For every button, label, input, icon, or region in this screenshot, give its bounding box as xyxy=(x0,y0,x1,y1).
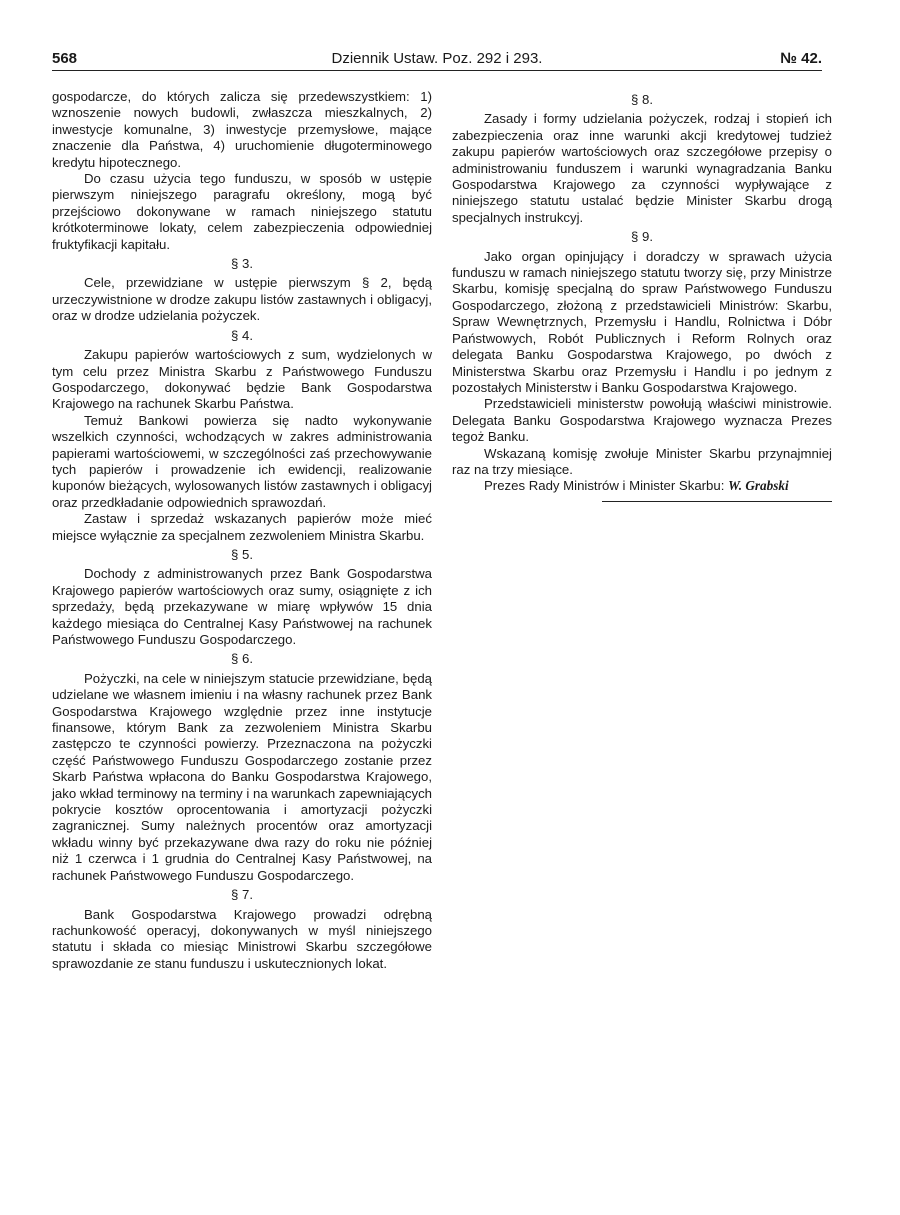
section-3-heading: § 3. xyxy=(231,256,253,272)
section-5-text: Dochody z administrowanych przez Bank Gospodarstwa Krajowego papierów wartościowych oraz sumy, osiągnięte z ich sprzedaży, będą przekazywane w miarę wpływów 15 dnia każdego miesiąca do Centralnej Kasy Państwowej na rachunek Państwowego Funduszu Gospodarczego. xyxy=(52,566,432,647)
section-7-text: Bank Gospodarstwa Krajowego prowadzi odrębną rachunkowość operacyj, dokonywanych w myśl niniejszego statutu i składa co miesiąc Ministrowi Skarbu szczegółowe sprawozdanie ze stanu funduszu i uskutecznionych lokat. xyxy=(52,906,432,971)
usage-paragraph: Do czasu użycia tego funduszu, w sposób w ustępie pierwszym niniejszego paragrafu określony, mogą być przejściowo dokonywane w ramach niniejszego statutu krótkoterminowe lokaty, celem zabezpieczenia odpowiedniej fruktyfikacji kapitału. xyxy=(52,171,432,252)
header-rule xyxy=(52,70,822,71)
issue-number: № 42. xyxy=(780,50,822,67)
section-4-paragraph-3: Zastaw i sprzedaż wskazanych papierów może mieć miejsce wyłącznie za specjalnem zezwoleniem Ministra Skarbu. xyxy=(52,511,432,543)
section-9-paragraph-3: Wskazaną komisję zwołuje Minister Skarbu przynajmniej raz na trzy miesiące. xyxy=(452,445,832,477)
continuation-paragraph: gospodarcze, do których zalicza się przedewszystkiem: 1) wznoszenie nowych budowli, zwłaszcza mieszkalnych, 2) inwestycje komunalne, 3) inwestycje przemysłowe, mające znaczenie dla Państwa, 4) uruchomienie długoterminowego kredytu hipotecznego. xyxy=(52,89,432,170)
page-number: 568 xyxy=(52,50,78,67)
section-6-text: Pożyczki, na cele w niniejszym statucie przewidziane, będą udzielane we własnem imieniu i na własny rachunek przez Bank Gospodarstwa Krajowego względnie przez inne instytucje finansowe, którym Bank za zezwoleniem Ministra Skarbu zastępczo te czynności powierzy. Przeznaczona na pożyczki część Państwowego Funduszu Gospodarczego zostanie przez Skarb Państwa wpłacona do Banku Gospodarstwa Krajowego, jako wkład terminowy na terminy i na warunkach zapewniających pokrycie kosztów oprocentowania i amortyzacji pożyczki zagranicznej. Sumy należnych procentów oraz amortyzacji wkładu winny być przekazywane dwa razy do roku nie później niż 1 czerwca i 1 grudnia do Centralnej Kasy Państwowej, na rachunek Państwowego Funduszu Gospodarczego. xyxy=(52,670,432,883)
section-8-heading: § 8. xyxy=(631,92,653,107)
section-9-paragraph-1: Jako organ opinjujący i doradczy w sprawach użycia funduszu w ramach niniejszego statutu tworzy się, przy Ministrze Skarbu, komisję specjalną do spraw Państwowego Funduszu Gospodarczego, złożoną z przedstawicieli Ministrów: Skarbu, Spraw Wewnętrznych, Przemysłu i Handlu, Rolnictwa i Dóbr Państwowych, Robót Publicznych i Reform Rolnych oraz delegata Banku Gospodarstwa Krajowego, po dwóch z Ministerstwa Skarbu oraz Przemysłu i Handlu i po jednym z pozostałych Ministerstw i Banku Gospodarstwa Krajowego. xyxy=(452,248,832,395)
signature-line xyxy=(452,478,832,494)
journal-title: Dziennik Ustaw. Poz. 292 i 293. xyxy=(331,50,543,67)
section-4-heading: § 4. xyxy=(231,327,253,343)
section-4-paragraph-1: Zakupu papierów wartościowych z sum, wydzielonych w tym celu przez Ministra Skarbu z Państwowego Funduszu Gospodarczego, dokonywać będzie Bank Gospodarstwa Krajowego na rachunek Skarbu Państwa. xyxy=(52,347,432,412)
left-column xyxy=(52,89,432,972)
section-8-text: Zasady i formy udzielania pożyczek, rodzaj i stopień ich zabezpieczenia oraz inne warunki akcji kredytowej tudzież zakupu papierów wartościowych oraz szczegółowe przepisy o administrowaniu funduszem i warunki wynagradzania Banku Gospodarstwa Krajowego za czynności wypływające z niniejszego statutu ustalać będzie Minister Skarbu drogą specjalnych instrukcyj. xyxy=(452,111,832,225)
section-4-paragraph-2: Temuż Bankowi powierza się nadto wykonywanie wszelkich czynności, wchodzących w zakres administrowania papierami wartościowemi, w szczególności zaś przechowywanie tych papierów i prowadzenie ich ewidencji, realizowanie kuponów bieżących, wylosowanych listów zastawnych i obligacyj oraz przedkładanie odpowiednich sprawozdań. xyxy=(52,412,432,510)
right-column xyxy=(452,89,832,502)
section-9-paragraph-2: Przedstawicieli ministerstw powołują właściwi ministrowie. Delegata Banku Gospodarstwa Krajowego wyznacza Prezes tegoż Banku. xyxy=(452,396,832,445)
section-7-heading: § 7. xyxy=(231,887,253,903)
signature-title: Prezes Rady Ministrów i Minister Skarbu: xyxy=(484,478,725,494)
page-header xyxy=(52,50,822,72)
section-6-heading: § 6. xyxy=(231,651,253,667)
section-3-text: Cele, przewidziane w ustępie pierwszym § 2, będą urzeczywistnione w drodze zakupu listów zastawnych i obligacyj, oraz w drodze udzielania pożyczek. xyxy=(52,275,432,324)
section-9-heading: § 9. xyxy=(631,229,653,245)
closing-rule xyxy=(602,501,832,502)
signature-name: W. Grabski xyxy=(728,478,789,494)
section-5-heading: § 5. xyxy=(231,546,253,562)
